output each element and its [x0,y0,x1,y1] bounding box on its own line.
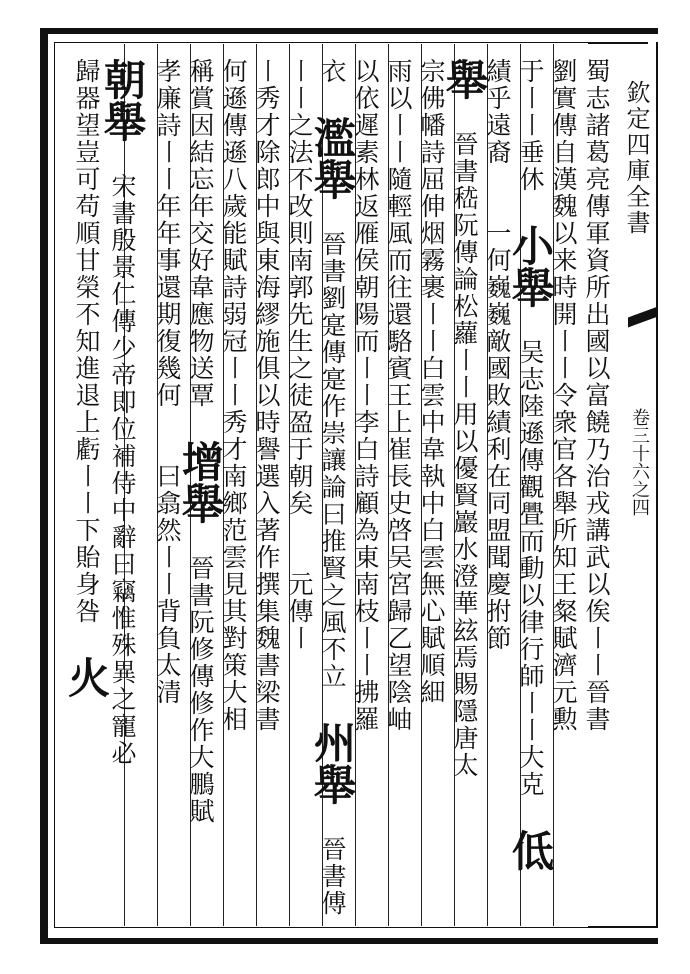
heading-term: 舉 [440,58,489,100]
column-text: 吴志陸遜傳觀舋而動以律行師〡〡大克 [516,339,545,798]
column-text: 雨以〡〡隨輕風而往還駱賓王上崔長史啓吴宮歸乙望陰岫 [384,58,413,733]
column-text: 晉書劉寔傳寔作崇讓論曰推賢之風不立 [318,231,347,690]
column-text: 歸器望豈可苟順甘榮不知進退上虧〡〡下貽身咎 [72,58,101,625]
text-column-16 [62,58,111,698]
centerfold-edge [656,42,658,928]
text-column-14 [143,58,183,706]
column-text: 績乎遠裔 一何巍巍敵國敗績利在同盟聞慶拊節 [483,58,512,652]
heading-term: 小舉 [506,224,555,308]
volume-label: 卷三十六之四 [629,408,650,516]
column-text: 于〡〡垂休 [516,58,545,193]
heading-term: 增舉 [176,440,225,524]
column-text: 劉實傳自漢魏以来時開〡〡令衆官各舉所知王粲賦濟元勲 [549,58,578,733]
centerfold-top-rule [588,42,648,44]
column-text: 晉書傅 [318,836,347,917]
book-title: 欽定四庫全書 [622,80,650,236]
heading-term: 低 [506,829,555,871]
column-text: 晉書阮修傳修作大鵬賦 [186,555,215,825]
column-text: 〡秀才除郎中與東海繆施俱以時譽選入著作撰集魏書梁書 [252,58,281,733]
column-text: 稱賞因結忘年交好韋應物送覃 [186,58,215,409]
column-text: 宗佛幡詩屈伸烟霧裹〡〡白雲中韋執中白雲無心賦順細 [417,58,446,706]
column-text: 晉書嵇阮傳論松蘿〡〡用以優賢巖水澄華玆焉賜隱唐太 [450,131,479,779]
heading-term: 火 [62,656,111,698]
heading-term: 濫舉 [308,116,357,200]
heading-term: 州舉 [308,721,357,805]
column-text: 蜀志諸葛亮傳軍資所出國以富饒乃治戎講武以俟〡〡晉書 [582,58,611,733]
column-text: 〡〡之法不改則南郭先生之徒盈于朝矣 元傳〡 [285,58,314,652]
heading-term: 朝舉 [98,58,147,142]
column-text: 何遜傳遜八歲能賦詩弱冠〡〡秀才南鄉范雲見其對策大相 [219,58,248,733]
column-text: 衣 [318,58,347,85]
column-text: 孝廉詩〡〡年年事還期復幾何 曰翕然〡〡背負太清 [153,58,182,706]
column-text: 以依遲素林返雁侯朝陽而〡〡李白詩顧為東南枝〡〡拂羅 [351,58,380,733]
column-text: 宋書殷景仁傳少帝即位補侍中辭曰竊惟殊異之寵必 [108,173,137,767]
centerfold-bottom-rule [588,926,658,928]
